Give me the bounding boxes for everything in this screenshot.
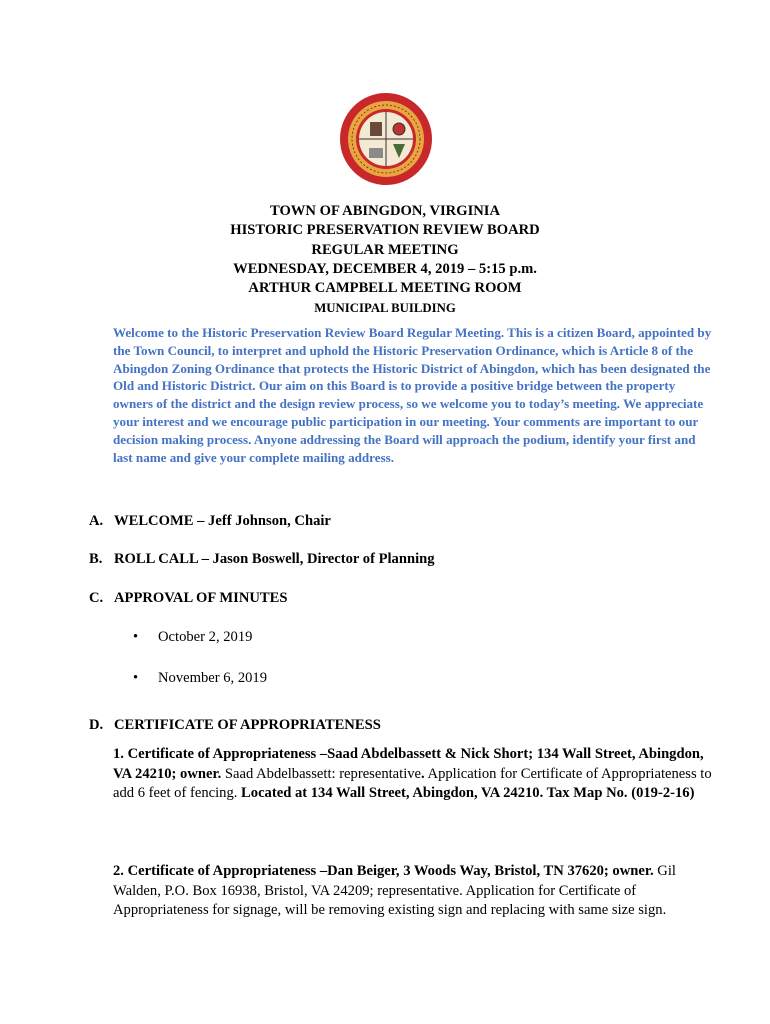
section-welcome [89, 513, 331, 530]
section-title: APPROVAL OF MINUTES [114, 590, 288, 606]
section-title: CERTIFICATE OF APPROPRIATENESS [114, 717, 381, 733]
minutes-date: October 2, 2019 [158, 629, 253, 645]
coa-item-1-location: Located at 134 Wall Street, Abingdon, VA 24210. Tax Map No. (019-2-16) [241, 785, 695, 801]
section-title: ROLL CALL – Jason Boswell, Director of Planning [114, 551, 435, 567]
welcome-statement: Welcome to the Historic Preservation Review Board Regular Meeting. This is a citizen Board, appointed by the Town Council, to interpret and uphold the Historic Preservation Ordinance, which is Article 8 of the Abingdon Zoning Ordinance that protects the Historic District of Abingdon, which has been designated the Old and Historic District. Our aim on this Board is to provide a positive bridge between the property owners of the district and the design review process, so we welcome you to today’s meeting. We appreciate your interest and we encourage public participation in our meeting. Your comments are important to our decision making process. Anyone addressing the Board will approach the podium, identify your first and last name and give your complete mailing address. [113, 325, 712, 465]
seal-wheel-icon [393, 123, 405, 135]
section-letter: C. [89, 590, 104, 606]
section-letter: A. [89, 513, 104, 529]
bullet-icon: • [133, 629, 139, 645]
coa-item-2-heading: 2. Certificate of Appropriateness –Dan Beiger, 3 Woods Way, Bristol, TN 37620; owner. [113, 863, 654, 879]
coa-item-1-period: . [421, 765, 425, 782]
section-letter: B. [89, 551, 103, 567]
coa-item-2-details: Gil Walden, P.O. Box 16938, Bristol, VA 24209; representative. Application for Certificate of Appropriateness for signage, will be removing existing sign and replacing with same size sign. [113, 863, 676, 918]
coa-item-1 [113, 745, 713, 804]
minutes-date: November 6, 2019 [158, 670, 268, 686]
town-seal [339, 92, 433, 186]
meeting-date: WEDNESDAY, DECEMBER 4, 2019 – 5:15 p.m. [233, 260, 537, 277]
bullet-icon: • [133, 670, 139, 686]
meeting-type: REGULAR MEETING [311, 241, 459, 258]
minutes-item [133, 670, 267, 687]
section-certificate-of-appropriateness [89, 717, 381, 734]
board-name: HISTORIC PRESERVATION REVIEW BOARD [230, 222, 540, 239]
section-approval-of-minutes [89, 590, 288, 607]
seal-book-icon [369, 148, 383, 158]
coa-item-2 [113, 862, 713, 921]
section-letter: D. [89, 717, 104, 733]
meeting-header [0, 202, 770, 318]
seal-figure-icon [370, 122, 382, 136]
minutes-item [133, 629, 252, 646]
meeting-room: ARTHUR CAMPBELL MEETING ROOM [248, 280, 522, 297]
coa-item-1-representative: Saad Abdelbassett: representative [221, 765, 422, 782]
meeting-building: MUNICIPAL BUILDING [314, 301, 456, 316]
coa-item-1-application: Application for Certificate of Appropriateness to add 6 feet of fencing. [113, 765, 712, 801]
section-roll-call [89, 551, 435, 568]
section-title: WELCOME – Jeff Johnson, Chair [114, 513, 331, 529]
town-name: TOWN OF ABINGDON, VIRGINIA [269, 203, 501, 219]
coa-item-1-heading: 1. Certificate of Appropriateness –Saad Abdelbassett & Nick Short; 134 Wall Street, Abingdon, VA 24210; owner. [113, 746, 704, 782]
